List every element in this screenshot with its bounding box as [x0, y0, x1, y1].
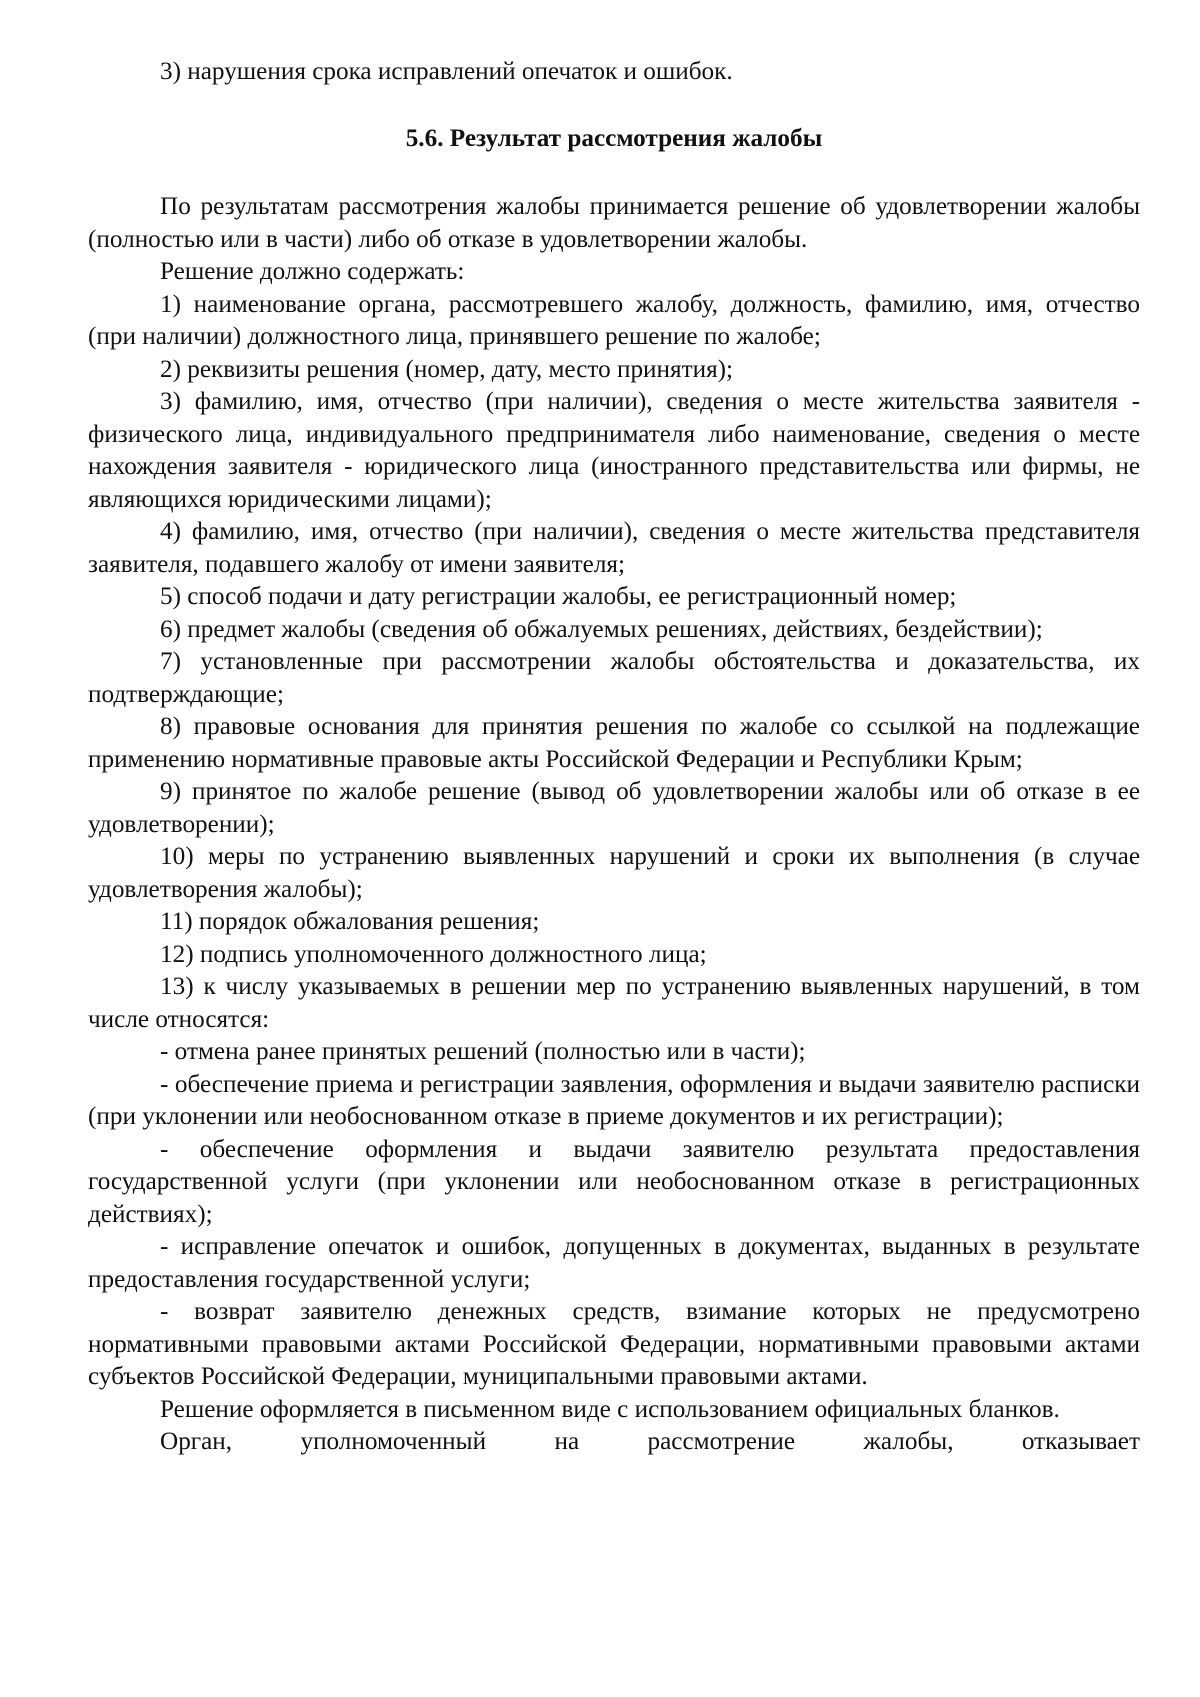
paragraph: По результатам рассмотрения жалобы принимается решение об удовлетворении жалобы (полностью или в части) либо об отказе в удовлетворении жалобы. [88, 193, 1140, 253]
sub-list-item: - обеспечение приема и регистрации заявления, оформления и выдачи заявителю расписки (при уклонении или необоснованном отказе в приеме документов и их регистрации); [88, 1070, 1140, 1130]
paragraph: Решение оформляется в письменном виде с использованием официальных бланков. [160, 1395, 1060, 1423]
list-item-intro: 3) нарушения срока исправлений опечаток и ошибок. [160, 58, 733, 85]
list-item: 1) наименование органа, рассмотревшего жалобу, должность, фамилию, имя, отчество (при наличии) должностного лица, принявшего решение по жалобе; [88, 290, 1140, 350]
list-item: 6) предмет жалобы (сведения об обжалуемых решениях, действиях, бездействии); [160, 615, 1043, 643]
list-item: 11) порядок обжалования решения; [160, 908, 540, 935]
list-item: 12) подпись уполномоченного должностного лица; [160, 940, 707, 968]
sub-list-item: - исправление опечаток и ошибок, допущенных в документах, выданных в результате предоставления государственной услуги; [88, 1233, 1140, 1293]
list-item: 7) установленные при рассмотрении жалобы обстоятельства и доказательства, их подтверждающие; [88, 648, 1140, 708]
sub-list-item: - возврат заявителю денежных средств, взимание которых не предусмотрено нормативными правовыми актами Российской Федерации, нормативными правовыми актами субъектов Российской Федерации, муниципальными правовыми актами. [88, 1298, 1140, 1390]
list-item: 9) принятое по жалобе решение (вывод об удовлетворении жалобы или об отказе в ее удовлетворении); [88, 778, 1140, 838]
list-item: 8) правовые основания для принятия решения по жалобе со ссылкой на подлежащие применению нормативные правовые акты Российской Федерации и Республики Крым; [88, 713, 1140, 773]
list-item: 3) фамилию, имя, отчество (при наличии), сведения о месте жительства заявителя - физического лица, индивидуального предпринимателя либо наименование, сведения о месте нахождения заявителя - юридического лица (иностранного представительства или фирмы, не являющихся юридическими лицами); [88, 388, 1140, 513]
sub-list-item: - обеспечение оформления и выдачи заявителю результата предоставления государственной услуги (при уклонении или необоснованном отказе в регистрационных действиях); [88, 1135, 1140, 1228]
paragraph: Решение должно содержать: [160, 258, 465, 285]
list-item: 13) к числу указываемых в решении мер по устранению выявленных нарушений, в том числе относятся: [88, 973, 1140, 1033]
list-item: 10) меры по устранению выявленных нарушений и сроки их выполнения (в случае удовлетворения жалобы); [88, 843, 1140, 903]
list-item: 2) реквизиты решения (номер, дату, место принятия); [160, 355, 734, 383]
list-item: 5) способ подачи и дату регистрации жалобы, ее регистрационный номер; [160, 583, 957, 610]
sub-list-item: - отмена ранее принятых решений (полностью или в части); [160, 1038, 806, 1065]
paragraph-continued: Орган, уполномоченный на рассмотрение жалобы, отказывает [160, 1428, 1140, 1455]
section-heading: 5.6. Результат рассмотрения жалобы [405, 124, 823, 152]
list-item: 4) фамилию, имя, отчество (при наличии), сведения о месте жительства представителя заявителя, подавшего жалобу от имени заявителя; [88, 518, 1140, 578]
